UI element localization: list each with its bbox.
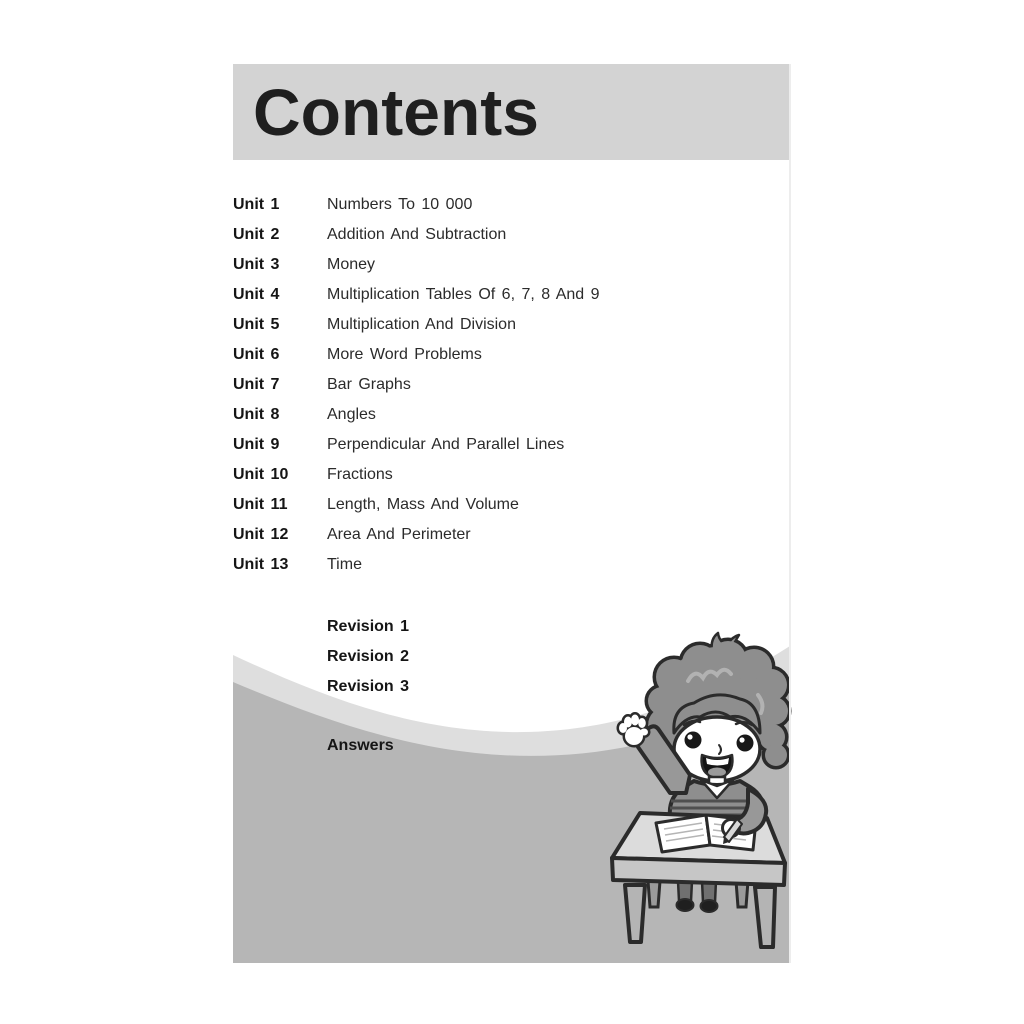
- legs-icon: [677, 881, 718, 912]
- page-edge-line: [789, 64, 791, 963]
- unit-label: Unit 10: [233, 466, 289, 483]
- unit-label: Unit 4: [233, 286, 280, 303]
- toc-row: [233, 310, 790, 340]
- toc-row: [233, 520, 790, 550]
- unit-title: Numbers To 10 000: [327, 196, 473, 213]
- revision-item: Revision 3: [327, 678, 410, 695]
- toc-unit-list: [233, 190, 790, 580]
- unit-label: Unit 8: [233, 406, 280, 423]
- unit-label: Unit 9: [233, 436, 280, 453]
- header-band: [233, 64, 790, 160]
- unit-label: Unit 3: [233, 256, 280, 273]
- unit-title: More Word Problems: [327, 346, 482, 363]
- toc-row: [233, 250, 790, 280]
- unit-label: Unit 1: [233, 196, 280, 213]
- unit-title: Length, Mass And Volume: [327, 496, 519, 513]
- unit-label: Unit 12: [233, 526, 289, 543]
- toc-row: [233, 550, 790, 580]
- toc-row: [233, 460, 790, 490]
- unit-title: Multiplication Tables Of 6, 7, 8 And 9: [327, 286, 600, 303]
- unit-label: Unit 7: [233, 376, 280, 393]
- toc-row: [233, 280, 790, 310]
- unit-title: Fractions: [327, 466, 393, 483]
- unit-label: Unit 2: [233, 226, 280, 243]
- unit-title: Multiplication And Division: [327, 316, 516, 333]
- toc-row: [233, 190, 790, 220]
- toc-row: [233, 340, 790, 370]
- unit-label: Unit 6: [233, 346, 280, 363]
- revision-list: [327, 612, 409, 702]
- boy-at-desk-illustration: [608, 631, 793, 963]
- unit-title: Angles: [327, 406, 376, 423]
- raised-hand-icon: [619, 715, 648, 746]
- unit-title: Money: [327, 256, 376, 273]
- revision-item: Revision 2: [327, 648, 410, 665]
- toc-row: [233, 490, 790, 520]
- toc-row: [233, 430, 790, 460]
- unit-label: Unit 13: [233, 556, 289, 573]
- revision-item: Revision 1: [327, 618, 410, 635]
- book-page: [233, 0, 790, 1024]
- page-title: Contents: [253, 75, 539, 149]
- toc-row: [233, 220, 790, 250]
- unit-title: Addition And Subtraction: [327, 226, 507, 243]
- toc-row: [233, 370, 790, 400]
- toc-row: [233, 400, 790, 430]
- unit-title: Time: [327, 556, 362, 573]
- unit-label: Unit 11: [233, 496, 288, 513]
- unit-title: Perpendicular And Parallel Lines: [327, 436, 565, 453]
- unit-title: Bar Graphs: [327, 376, 411, 393]
- unit-label: Unit 5: [233, 316, 280, 333]
- mouth-icon: [702, 755, 733, 778]
- unit-title: Area And Perimeter: [327, 526, 471, 543]
- answers-label: Answers: [327, 737, 394, 754]
